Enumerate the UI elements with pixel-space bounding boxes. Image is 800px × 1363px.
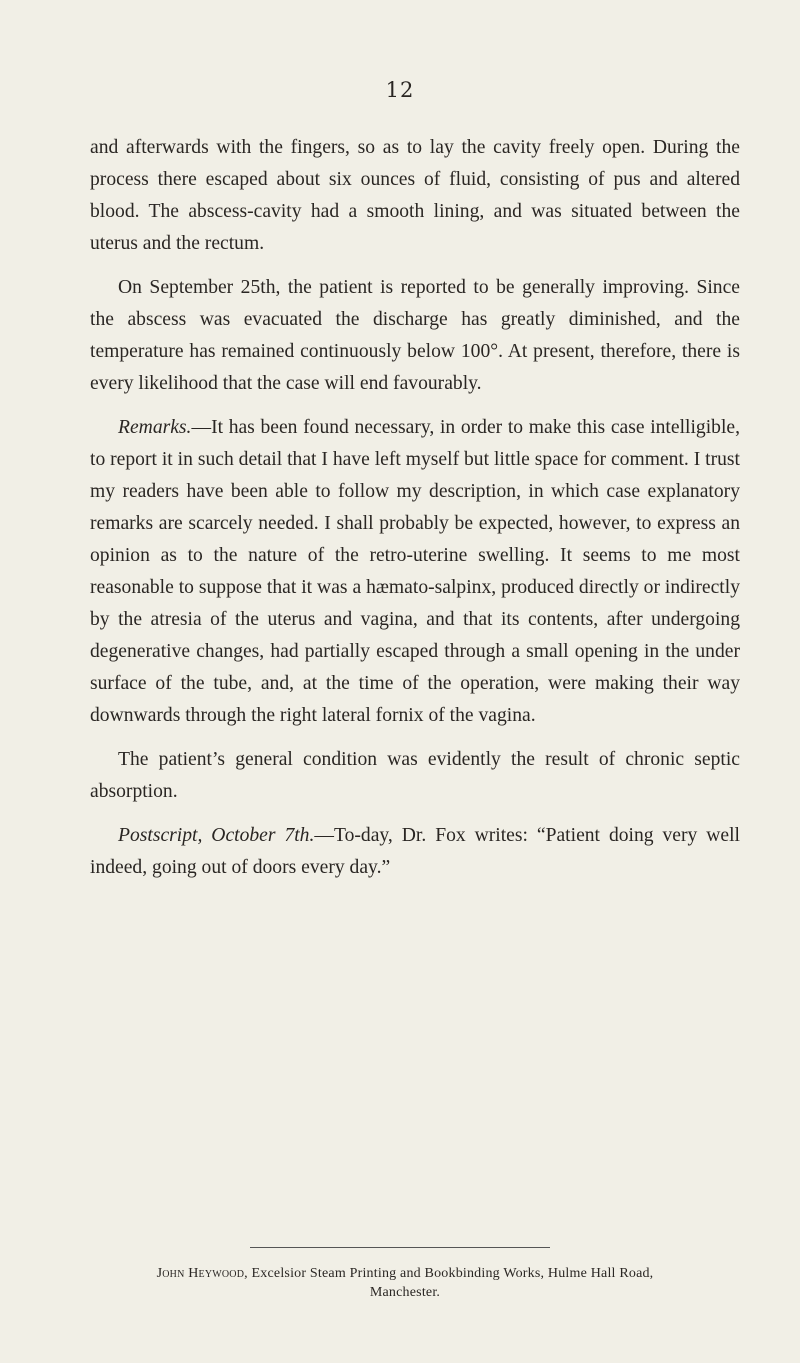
paragraph-2: On September 25th, the patient is reported to be generally improving. Since the abscess was evacuated the discharge has greatly diminished, and the temperature has remained continuously below 100°. At present, therefore, there is every likelihood that the case will end favourably.	[90, 277, 740, 394]
postscript-text: —To-day, Dr. Fox writes: “Patient doing very well indeed, going out of doors every day.”	[90, 825, 740, 878]
imprint-line-1	[60, 1264, 750, 1283]
remarks-text: —It has been found necessary, in order to make this case intelligible, to report it in such detail that I have left myself but little space for comment. I trust my readers have been able to follow my description, in which case explanatory remarks are scarcely needed. I shall probably be expected, however, to express an opinion as to the nature of the retro-uterine swelling. It seems to me most reasonable to suppose that it was a hæmato-salpinx, produced directly or indirectly by the atresia of the uterus and vagina, and that its contents, after undergoing degenerative changes, had partially escaped through a small opening in the under surface of the tube, and, at the time of the operation, were making their way downwards through the right lateral fornix of the vagina.	[90, 417, 740, 726]
paragraph-remarks	[90, 412, 740, 732]
printer-imprint	[60, 1264, 750, 1302]
imprint-rule	[250, 1247, 550, 1248]
postscript-heading: Postscript, October 7th.	[118, 825, 315, 846]
paragraph-1: and afterwards with the fingers, so as to lay the cavity freely open. During the process there escaped about six ounces of fluid, consisting of pus and altered blood. The abscess-cavity had a smooth lining, and was situated between the uterus and the rectum.	[90, 137, 740, 254]
printer-name: John Heywood,	[156, 1266, 248, 1281]
body-text	[90, 132, 740, 896]
printer-address: Excelsior Steam Printing and Bookbinding Works, Hulme Hall Road,	[247, 1266, 654, 1281]
remarks-heading: Remarks.	[118, 417, 192, 438]
paragraph-4: The patient’s general condition was evidently the result of chronic septic absorption.	[90, 749, 740, 802]
page-number: 12	[385, 78, 415, 102]
imprint-line-2: Manchester.	[369, 1285, 441, 1300]
paragraph-postscript	[90, 820, 740, 884]
